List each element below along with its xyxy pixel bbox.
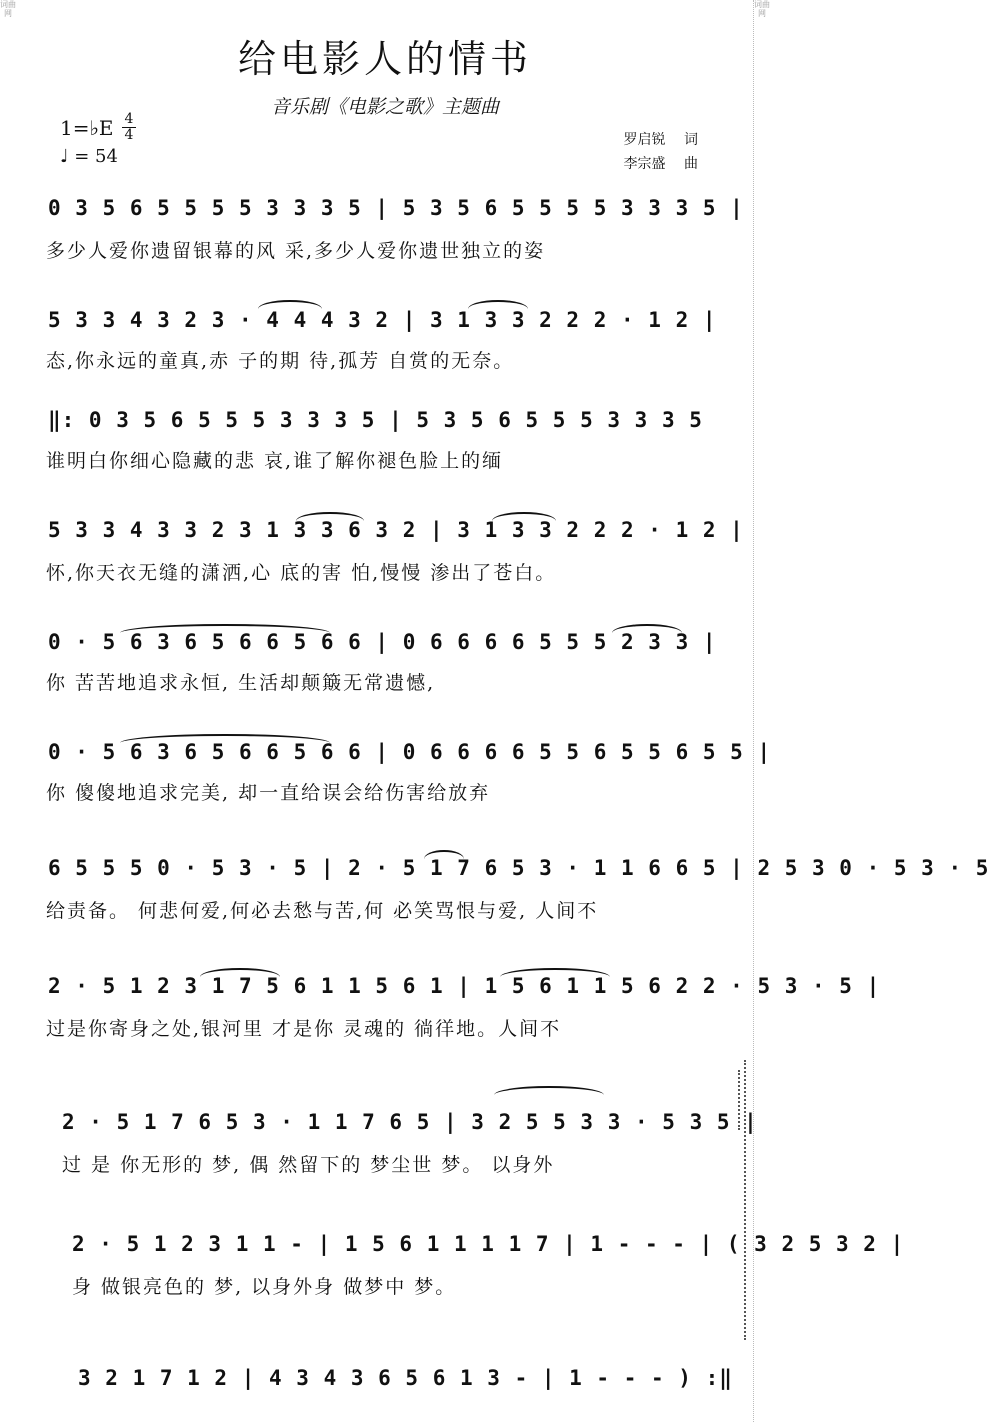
lyrics-row-6: 你 傻傻地追求完美, 却一直给误会给伤害给放弃 xyxy=(46,782,491,804)
composer-credit xyxy=(624,152,698,176)
notes-row-3: ‖: 0 3 5 6 5 5 5 3 3 3 5 | 5 3 5 6 5 5 5 3 3 3 5 xyxy=(48,408,703,432)
slur xyxy=(296,512,364,530)
notes-row-1: 0 3 5 6 5 5 5 5 3 3 3 5 | 5 3 5 6 5 5 5 5 3 3 3 5 | xyxy=(48,196,744,220)
lyrics-row-1: 多少人爱你遗留银幕的风 采,多少人爱你遗世独立的姿 xyxy=(46,240,546,262)
slur xyxy=(494,1086,604,1104)
watermark-left: 词曲网 xyxy=(0,0,16,18)
time-signature xyxy=(122,112,136,143)
slur xyxy=(120,734,330,752)
notes-row-2: 5 3 3 4 3 2 3 · 4 4 4 3 2 | 3 1 3 3 2 2 2 · 1 2 | xyxy=(48,308,717,332)
notes-row-11: 3 2 1 7 1 2 | 4 3 4 3 6 5 6 1 3 - | 1 - - - ) :‖ xyxy=(78,1366,733,1390)
lyrics-row-5: 你 苦苦地追求永恒, 生活却颠簸无常遗憾, xyxy=(46,672,436,694)
lyrics-row-2: 态,你永远的童真,赤 子的期 待,孤芳 自赏的无奈。 xyxy=(46,350,515,372)
notes-row-9: 2 · 5 1 7 6 5 3 · 1 1 7 6 5 | 3 2 5 5 3 3 · 5 3 5 | xyxy=(62,1110,758,1134)
notes-row-7: 6 5 5 5 0 · 5 3 · 5 | 2 · 5 1 7 6 5 3 · 1 1 6 6 5 | 2 5 3 0 · 5 3 · 5 xyxy=(48,856,989,880)
time-signature-bottom: 4 xyxy=(124,127,134,143)
lyricist-credit xyxy=(624,128,698,152)
lyrics-row-8: 过是你寄身之处,银河里 才是你 灵魂的 徜徉地。人间不 xyxy=(46,1018,562,1040)
lyrics-row-4: 怀,你天衣无缝的潇洒,心 底的害 怕,慢慢 渗出了苍白。 xyxy=(46,562,557,584)
notes-row-4: 5 3 3 4 3 3 2 3 1 3 3 6 3 2 | 3 1 3 3 2 2 2 · 1 2 | xyxy=(48,518,744,542)
key-signature: 1=♭E xyxy=(60,116,114,140)
slur xyxy=(492,512,556,530)
slur xyxy=(424,850,464,868)
composer-name: 李宗盛 xyxy=(623,156,666,172)
composer-label: 曲 xyxy=(684,156,698,172)
lyricist-name: 罗启锐 xyxy=(623,132,666,148)
lyrics-row-9: 过 是 你无形的 梦, 偶 然留下的 梦尘世 梦。 以身外 xyxy=(62,1154,555,1176)
dotted-rule xyxy=(744,1060,746,1340)
page-subtitle: 音乐剧《电影之歌》主题曲 xyxy=(270,96,499,118)
notes-row-8: 2 · 5 1 2 3 1 7 5 6 1 1 5 6 1 | 1 5 6 1 1 5 6 2 2 · 5 3 · 5 | xyxy=(48,974,881,998)
slur xyxy=(200,968,280,986)
slur xyxy=(612,624,682,642)
watermark-right: 词曲网 xyxy=(753,0,770,1422)
notes-row-6: 0 · 5 6 3 6 5 6 6 5 6 6 | 0 6 6 6 6 5 5 6 5 5 6 5 5 | xyxy=(48,740,772,764)
lyricist-label: 词 xyxy=(684,132,698,148)
notes-row-10: 2 · 5 1 2 3 1 1 - | 1 5 6 1 1 1 1 7 | 1 - - - | ( 3 2 5 3 2 | xyxy=(72,1232,905,1256)
credits xyxy=(624,128,698,176)
tempo-marking: ♩ = 54 xyxy=(60,146,118,167)
slur xyxy=(500,968,610,986)
lyrics-row-3: 谁明白你细心隐藏的悲 哀,谁了解你褪色脸上的缅 xyxy=(46,450,504,472)
time-signature-top: 4 xyxy=(122,112,136,128)
lyrics-row-10: 身 做银亮色的 梦, 以身外身 做梦中 梦。 xyxy=(72,1276,457,1298)
page-title: 给电影人的情书 xyxy=(237,37,532,81)
slur xyxy=(468,300,528,318)
notes-row-5: 0 · 5 6 3 6 5 6 6 5 6 6 | 0 6 6 6 6 5 5 5 2 3 3 | xyxy=(48,630,717,654)
slur xyxy=(258,300,322,318)
slur xyxy=(120,624,330,642)
lyrics-row-7: 给责备。 何悲何爱,何必去愁与苦,何 必笑骂恨与爱, 人间不 xyxy=(46,900,599,922)
